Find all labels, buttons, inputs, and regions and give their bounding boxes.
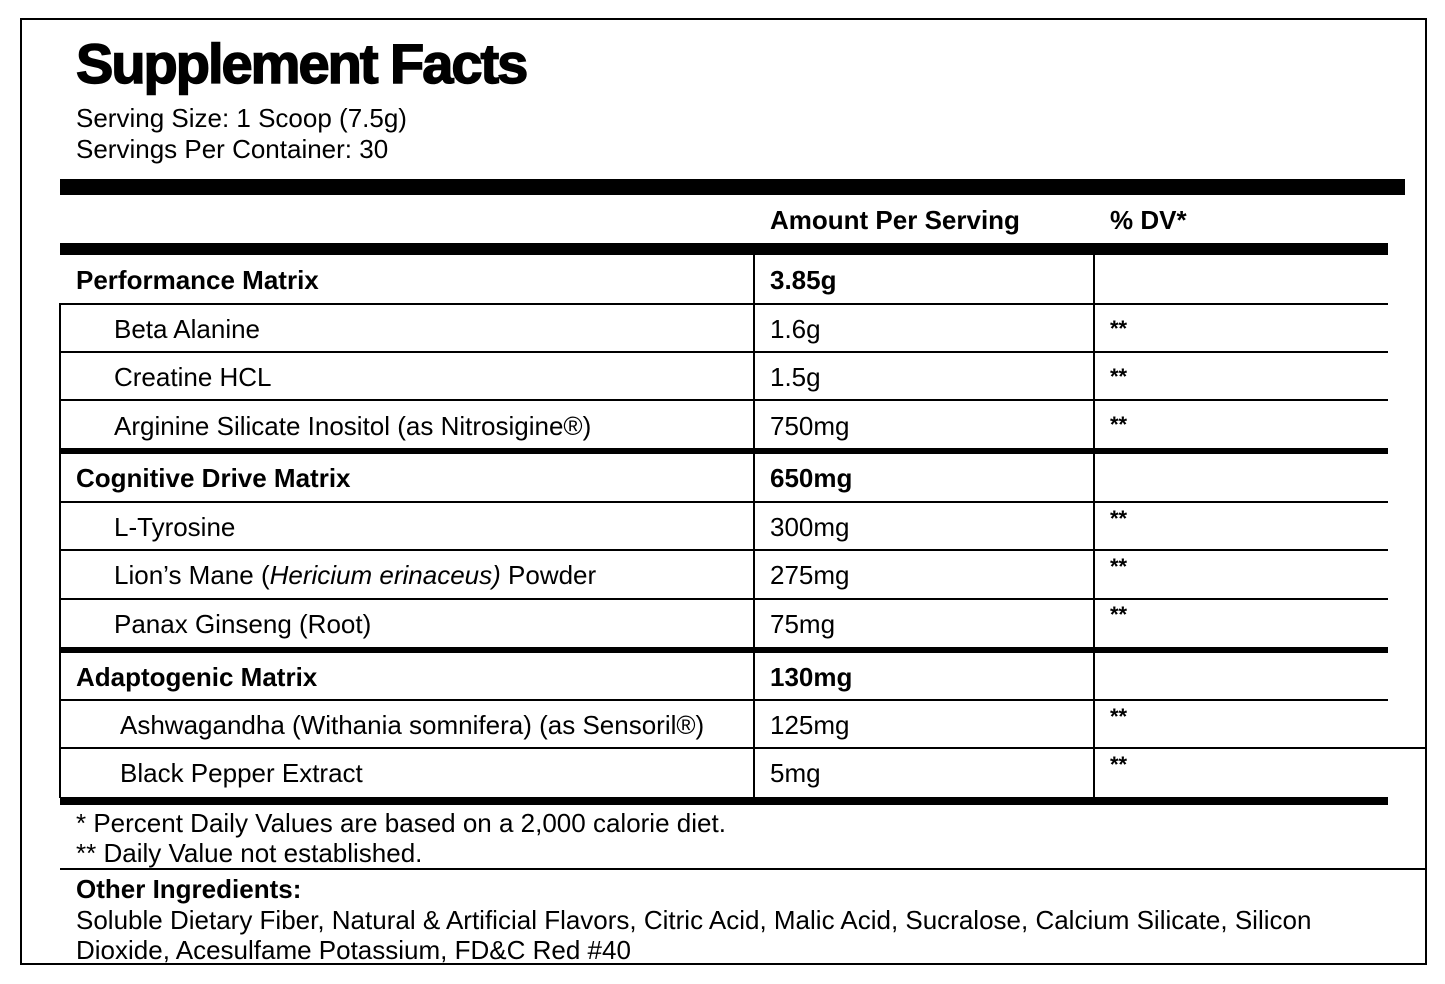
serving-size: Serving Size: 1 Scoop (7.5g) [76, 103, 407, 133]
row-name: Cognitive Drive Matrix [76, 463, 351, 493]
section-divider [60, 448, 1388, 454]
row-amount: 650mg [770, 463, 853, 493]
section-divider [60, 647, 1388, 653]
row-divider [60, 699, 1388, 701]
row-divider [60, 549, 1388, 551]
header-bottom-bar [60, 243, 1388, 255]
row-name: L-Tyrosine [114, 512, 236, 542]
row-name: Black Pepper Extract [120, 758, 363, 788]
row-dv: ** [1110, 602, 1128, 627]
row-name: Panax Ginseng (Root) [114, 609, 372, 639]
row-dv: ** [1110, 316, 1128, 341]
row-amount: 1.5g [770, 362, 821, 392]
row-amount: 275mg [770, 560, 850, 590]
row-name: Adaptogenic Matrix [76, 662, 318, 692]
row-divider [60, 501, 1388, 503]
row-name: Beta Alanine [114, 314, 261, 344]
row-dv: ** [1110, 704, 1128, 729]
amount-column-divider [753, 255, 755, 798]
dv-column-divider [1093, 255, 1095, 798]
row-amount: 750mg [770, 411, 850, 441]
row-dv: ** [1110, 364, 1128, 389]
row-dv: ** [1110, 412, 1128, 437]
row-divider [60, 747, 1427, 749]
amount-header: Amount Per Serving [770, 205, 1020, 235]
row-dv: ** [1110, 554, 1128, 579]
row-amount: 300mg [770, 512, 850, 542]
row-amount: 125mg [770, 710, 850, 740]
top-thick-bar [60, 179, 1405, 195]
row-amount: 75mg [770, 609, 836, 639]
row-name: Performance Matrix [76, 265, 319, 295]
row-dv: ** [1110, 752, 1128, 777]
servings-per-container: Servings Per Container: 30 [76, 134, 389, 164]
row-divider [60, 303, 1388, 305]
row-divider [60, 399, 1388, 401]
row-amount: 3.85g [770, 265, 837, 295]
bottom-thick-bar [60, 797, 1388, 805]
other-ingredients-text: Soluble Dietary Fiber, Natural & Artificial Flavors, Citric Acid, Malic Acid, Sucralose, Calcium Silicate, Silicon Dioxide, Acesulfame Potassium, FD&C Red #40 [76, 905, 1312, 965]
row-dv: ** [1110, 506, 1128, 531]
row-name: Ashwagandha (Withania somnifera) (as Sensoril®) [120, 710, 705, 740]
row-amount: 5mg [770, 758, 821, 788]
row-name: Lion’s Mane (Hericium erinaceus) Powder [114, 560, 597, 590]
page-title: Supplement Facts [76, 32, 527, 95]
other-ingredients-label: Other Ingredients: [76, 874, 302, 904]
row-divider [60, 351, 1388, 353]
not-established-footnote: ** Daily Value not established. [76, 838, 423, 868]
footnote-divider [60, 868, 1427, 870]
row-amount: 1.6g [770, 314, 821, 344]
dv-header: % DV* [1110, 205, 1187, 235]
row-name: Creatine HCL [114, 362, 272, 392]
row-amount: 130mg [770, 662, 853, 692]
dv-footnote: * Percent Daily Values are based on a 2,000 calorie diet. [76, 808, 726, 838]
row-divider [60, 598, 1388, 600]
row-name: Arginine Silicate Inositol (as Nitrosigine®) [114, 411, 592, 441]
